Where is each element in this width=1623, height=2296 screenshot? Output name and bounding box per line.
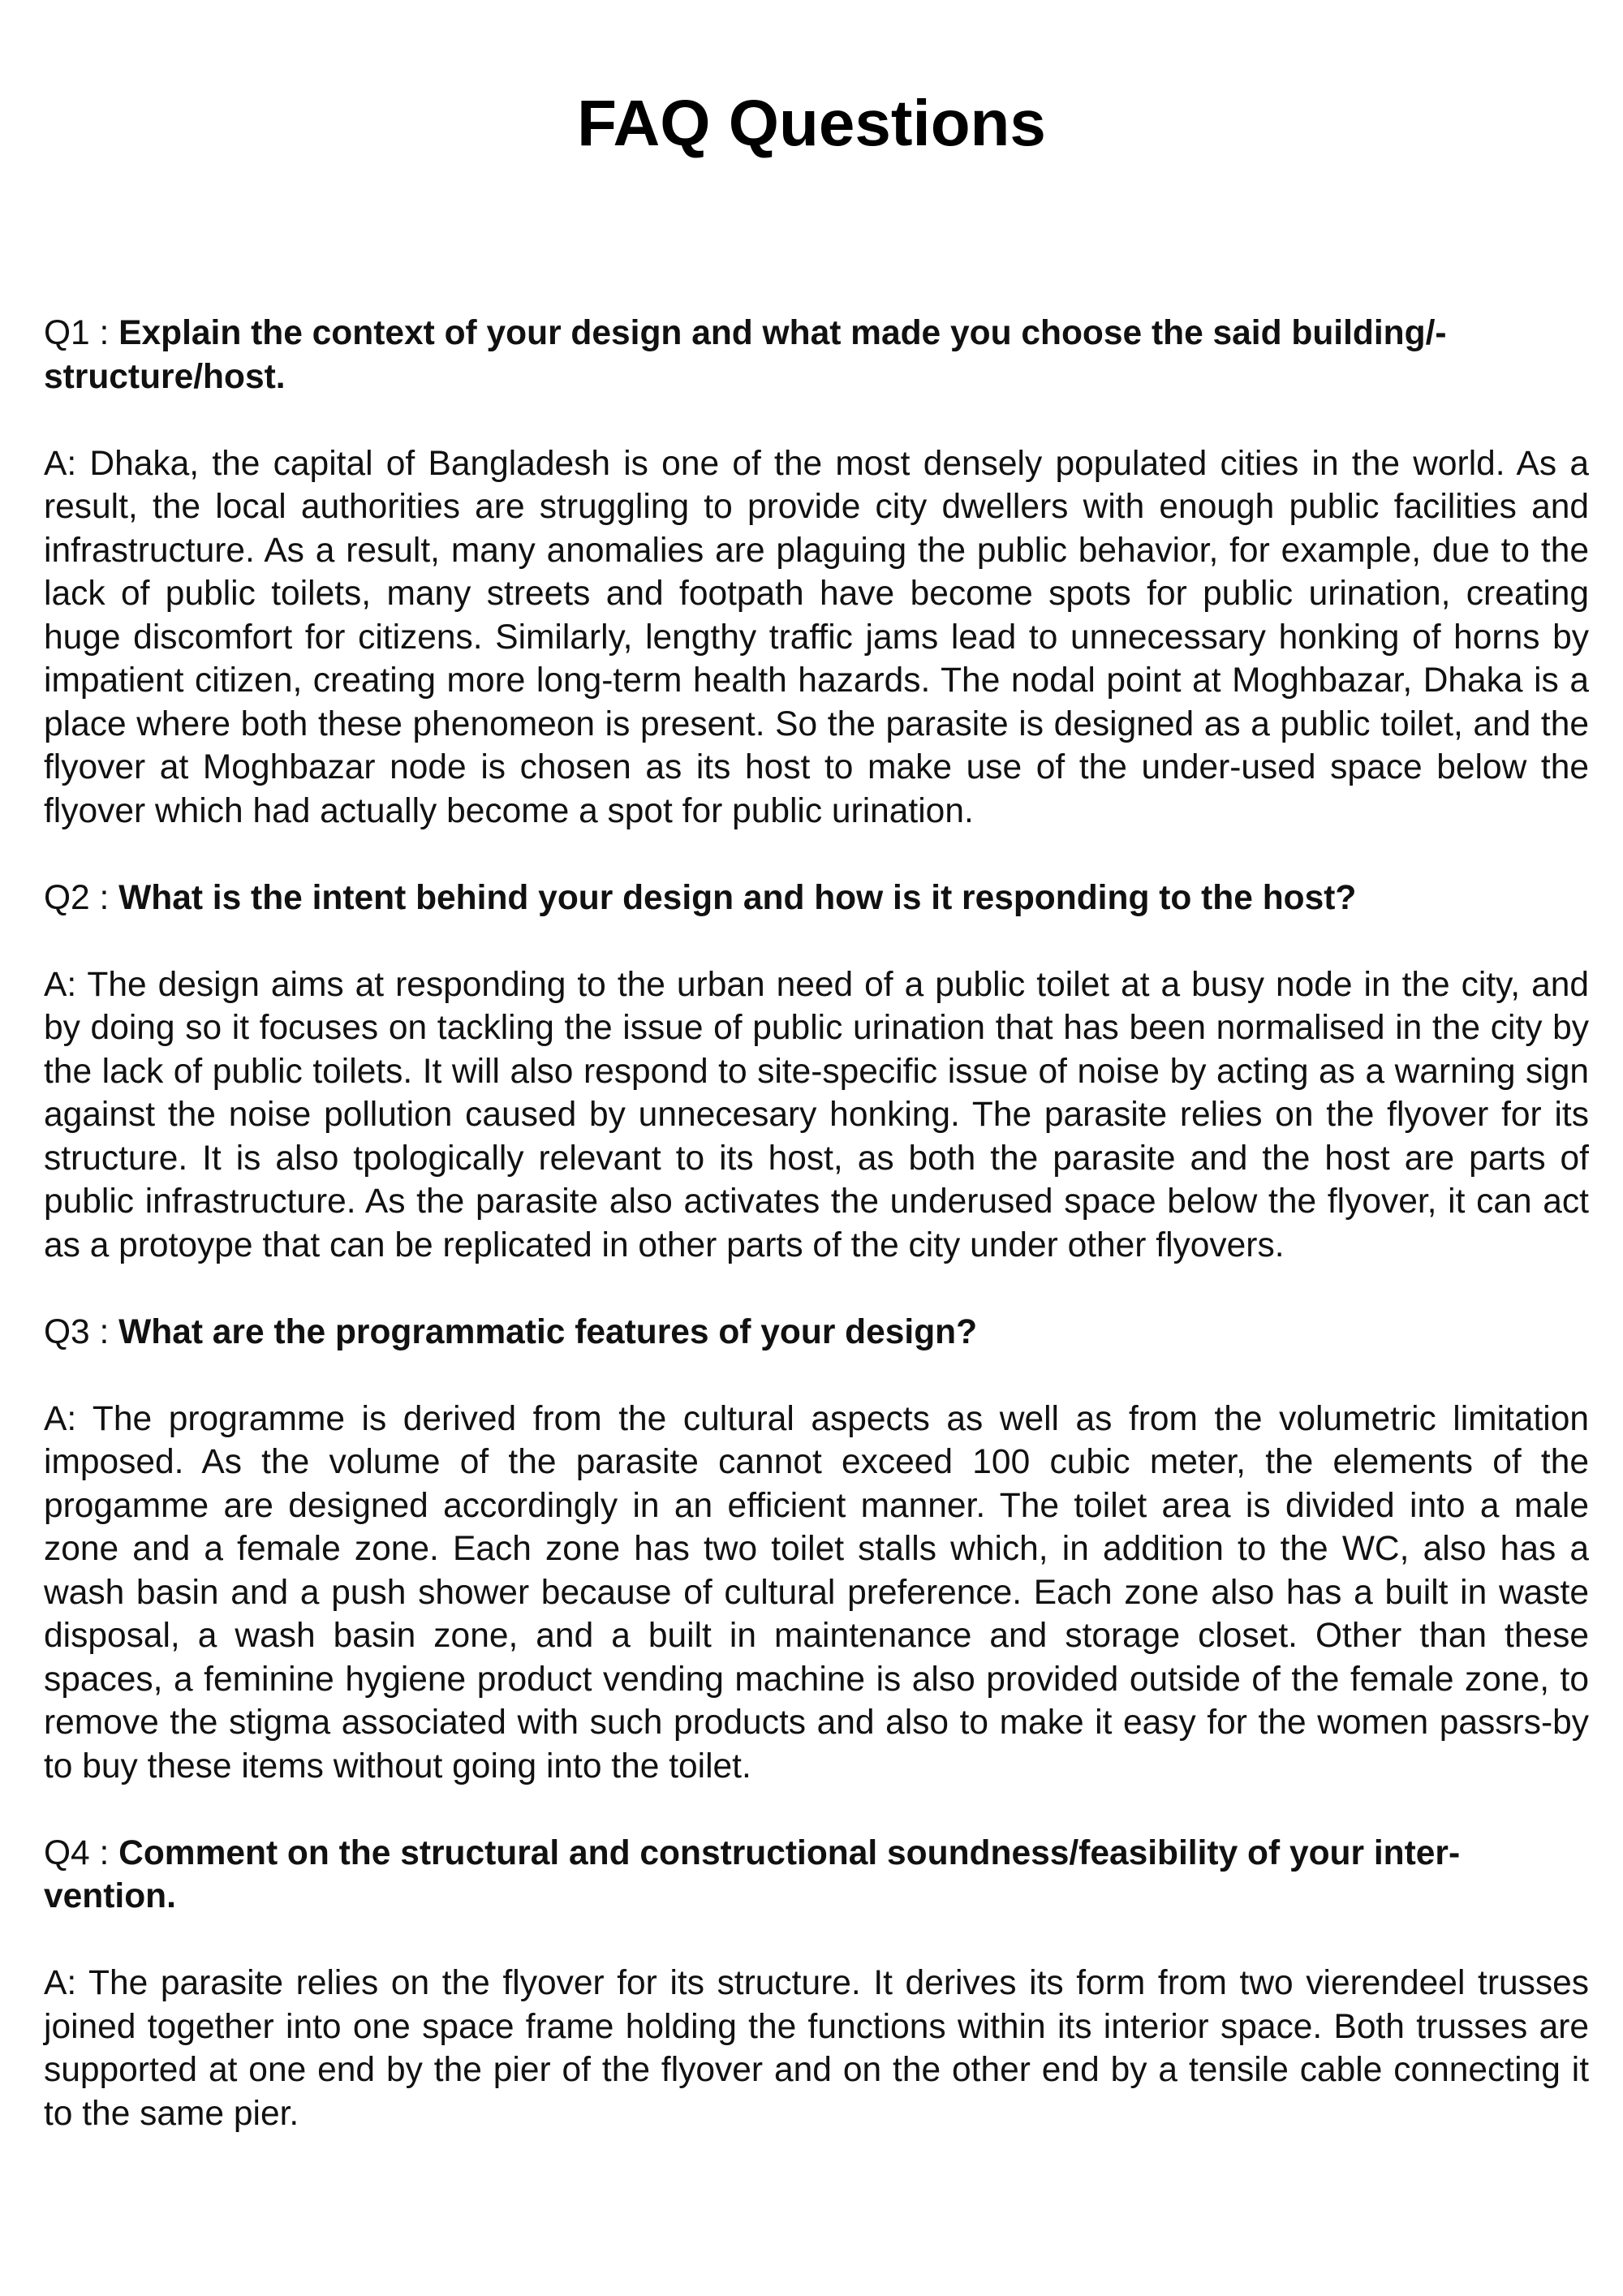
question-text: Explain the context of your design and what made you choose the said building/-structure/host. [44,314,1447,396]
faq-question [44,877,1589,920]
question-text: What are the programmatic features of your design? [118,1312,978,1351]
faq-answer: A: The programme is derived from the cultural aspects as well as from the volumetric limitation imposed. As the volume of the parasite cannot exceed 100 cubic meter, the elements of the progamme are designed accordingly in an efficient manner. The toilet area is divided into a male zone and a female zone. Each zone has two toilet stalls which, in addition to the WC, also has a wash basin and a push shower because of cultural preference. Each zone also has a built in waste disposal, a wash basin zone, and a built in maintenance and storage closet. Other than these spaces, a feminine hygiene product vending machine is also provided outside of the female zone, to remove the stigma associated with such products and also to make it easy for the women passrs-by to buy these items without going into the toilet. [44,1399,1589,1786]
faq-item-q2 [44,877,1589,1268]
faq-question [44,312,1589,398]
question-label: Q1 : [44,314,119,352]
question-label: Q2 : [44,878,119,917]
question-label: Q3 : [44,1312,119,1351]
question-text: What is the intent behind your design and how is it responding to the host? [118,878,1357,917]
faq-item-q3 [44,1311,1589,1789]
faq-question [44,1311,1589,1355]
question-text: Comment on the structural and constructional soundness/feasibility of your inter-vention. [44,1833,1461,1915]
faq-question [44,1832,1589,1919]
faq-item-q4 [44,1832,1589,2136]
question-label: Q4 : [44,1833,119,1872]
faq-answer: A: The parasite relies on the flyover for its structure. It derives its form from two vierendeel trusses joined together into one space frame holding the functions within its interior space. Both trusses are supported at one end by the pier of the flyover and on the other end by a tensile cable connecting it to the same pier. [44,1964,1589,2133]
faq-list [44,312,1589,2179]
faq-answer: A: The design aims at responding to the urban need of a public toilet at a busy node in the city, and by doing so it focuses on tackling the issue of public urination that has been normalised in the city by the lack of public toilets. It will also respond to site-specific issue of noise by acting as a warning sign against the noise pollution caused by unnecesary honking. The parasite relies on the flyover for its structure. It is also tpologically relevant to its host, as both the parasite and the host are parts of public infrastructure. As the parasite also activates the underused space below the flyover, it can act as a protoype that can be replicated in other parts of the city under other flyovers. [44,965,1589,1264]
faq-item-q1 [44,312,1589,833]
faq-answer: A: Dhaka, the capital of Bangladesh is one of the most densely populated cities in the world. As a result, the local authorities are struggling to provide city dwellers with enough public facilities and infrastructure. As a result, many anomalies are plaguing the public behavior, for example, due to the lack of public toilets, many streets and footpath have become spots for public urination, creating huge discomfort for citizens. Similarly, lengthy traffic jams lead to unnecessary honking of horns by impatient citizen, creating more long-term health hazards. The nodal point at Moghbazar, Dhaka is a place where both these phenomeon is present. So the parasite is designed as a public toilet, and the flyover at Moghbazar node is chosen as its host to make use of the under-used space below the flyover which had actually become a spot for public urination. [44,444,1589,830]
page-title: FAQ Questions [577,87,1046,159]
